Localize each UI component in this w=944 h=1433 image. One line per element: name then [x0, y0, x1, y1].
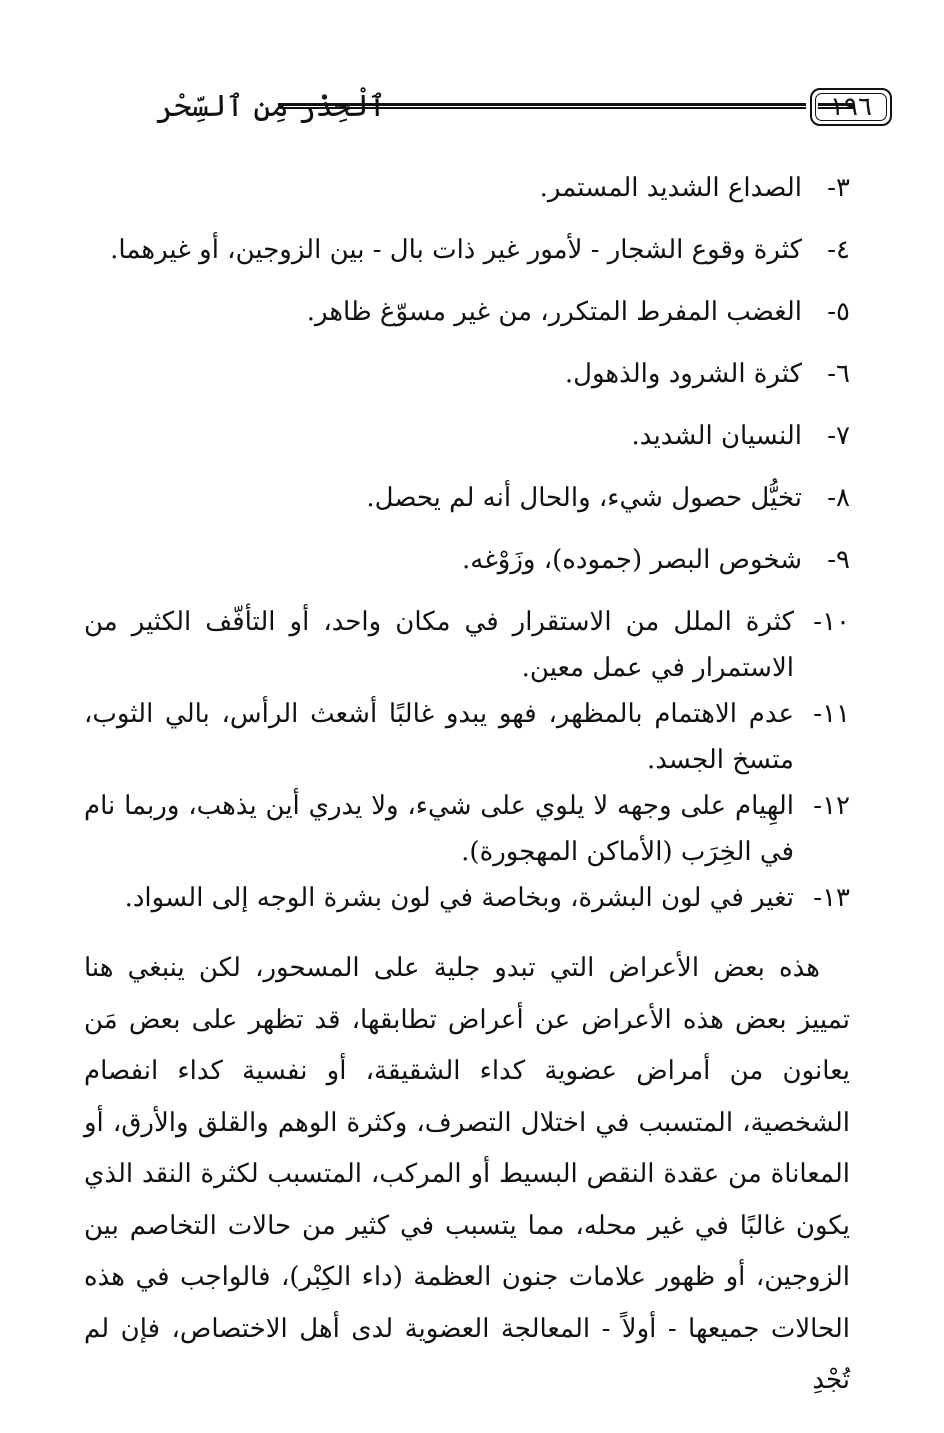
list-text: شخوص البصر (جموده)، وزَوْغه. [462, 545, 802, 575]
list-text: كثرة الملل من الاستقرار في مكان واحد، أو التأفّف الكثير من الاستمرار في عمل معين. [84, 607, 794, 683]
list-item-4 [84, 227, 850, 289]
list-item-12 [84, 783, 850, 875]
list-item-5 [84, 289, 850, 351]
list-item-7 [84, 413, 850, 475]
page-body [84, 165, 850, 1433]
list-item-6 [84, 351, 850, 413]
list-text: كثرة الشرود والذهول. [564, 359, 802, 389]
list-item-8 [84, 475, 850, 537]
list-number: ٩- [827, 545, 850, 575]
list-number: ١١- [813, 699, 850, 729]
header-rule-right [818, 103, 854, 109]
list-text: النسيان الشديد. [631, 421, 802, 451]
page-number: ١٩٦ [830, 92, 872, 122]
list-text: كثرة وقوع الشجار - لأمور غير ذات بال - بين الزوجين، أو غيرهما. [110, 235, 802, 265]
list-number: ٤- [827, 235, 850, 265]
list-text: تغير في لون البشرة، وبخاصة في لون بشرة الوجه إلى السواد. [124, 883, 794, 913]
list-text: الهِيام على وجهه لا يلوي على شيء، ولا يدري أين يذهب، وربما نام في الخِرَب (الأماكن المهجورة). [84, 791, 794, 867]
list-item-11 [84, 691, 850, 783]
list-number: ١٠- [813, 607, 850, 637]
list-number: ٦- [827, 359, 850, 389]
body-paragraph: هذه بعض الأعراض التي تبدو جلية على المسحور، لكن ينبغي هنا تمييز بعض هذه الأعراض عن أعراض تطابقها، قد تظهر على بعض مَن يعانون من أمراض عضوية كداء الشقيقة، أو نفسية كداء انفصام الشخصية، المتسبب في اختلال التصرف، وكثرة الوهم والقلق والأرق، أو المعاناة من عقدة النقص البسيط أو المركب، المتسبب لكثرة النقد الذي يكون غالبًا في غير محله، مما يتسبب في كثير من حالات التخاصم بين الزوجين، أو ظهور علامات جنون العظمة (داء الكِبْر)، فالواجب في هذه الحالات جميعها - أولاً - المعالجة العضوية لدى أهل الاختصاص، فإن لم تُجْدِ [84, 953, 850, 1395]
list-number: ٣- [827, 173, 850, 203]
list-number: ١٢- [813, 791, 850, 821]
list-number: ١٣- [813, 883, 850, 913]
header-rule-left [278, 103, 806, 109]
list-item-9 [84, 537, 850, 599]
list-item-13 [84, 875, 850, 937]
list-number: ٨- [827, 483, 850, 513]
list-text: الغضب المفرط المتكرر، من غير مسوّغ ظاهر. [306, 297, 802, 327]
list-number: ٧- [827, 421, 850, 451]
list-text: عدم الاهتمام بالمظهر، فهو يبدو غالبًا أشعث الرأس، بالي الثوب، متسخ الجسد. [84, 699, 794, 775]
running-title: ٱلْحِذْر مِن ٱلسِّحْر [155, 89, 386, 124]
list-item-10 [84, 599, 850, 691]
list-text: تخيُّل حصول شيء، والحال أنه لم يحصل. [366, 483, 802, 513]
list-text: الصداع الشديد المستمر. [539, 173, 802, 203]
list-item-3 [84, 165, 850, 227]
list-number: ٥- [827, 297, 850, 327]
page-header [92, 82, 872, 132]
